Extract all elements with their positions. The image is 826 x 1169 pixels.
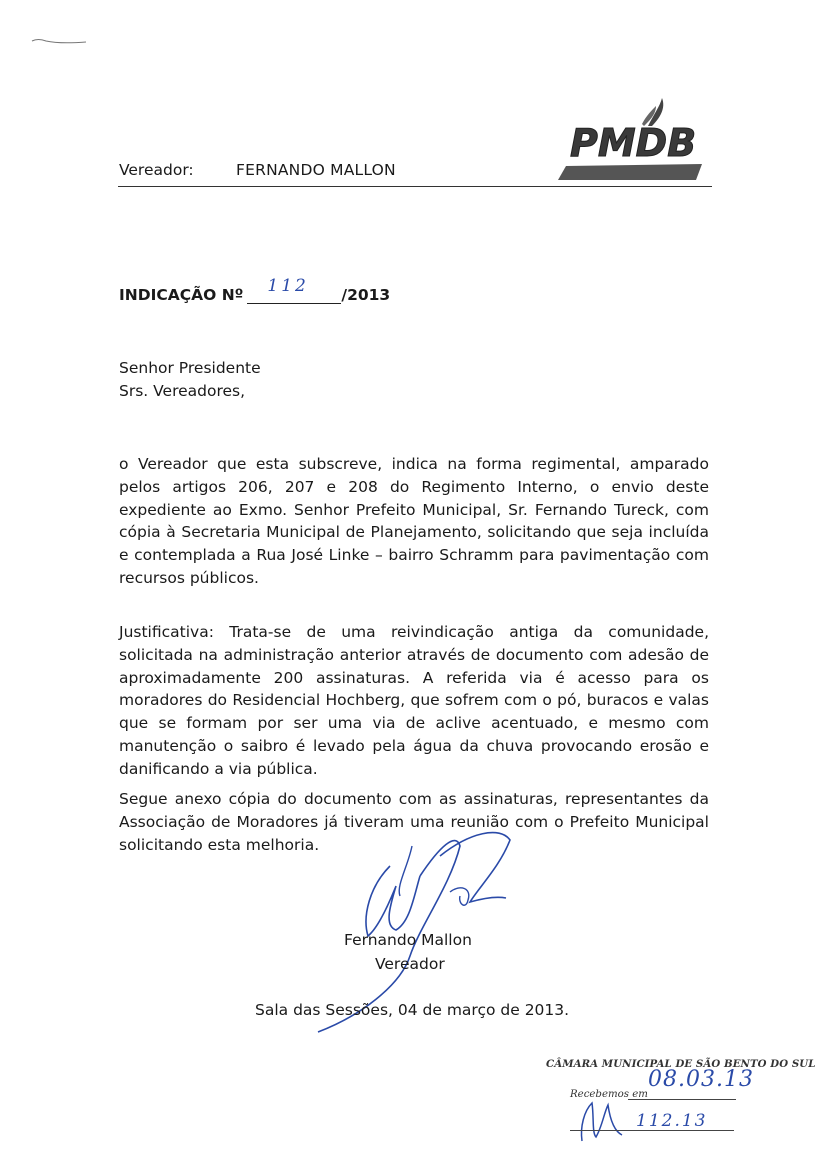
body-paragraph-1: [119, 453, 709, 590]
vereador-name: FERNANDO MALLON: [236, 161, 396, 179]
stamp-protocol-code: 112.13: [636, 1111, 708, 1131]
corner-pen-mark: [30, 32, 90, 48]
indicacao-number-blank: [247, 276, 341, 304]
stamp-initials-mark: [574, 1097, 628, 1145]
indicacao-prefix: INDICAÇÃO Nº: [119, 286, 244, 304]
indicacao-line: [119, 276, 391, 304]
signer-role: Vereador: [375, 955, 445, 973]
signer-name: Fernando Mallon: [344, 931, 472, 949]
indicacao-number: 112: [267, 276, 309, 296]
stamp-received-label: Recebemos em: [570, 1089, 648, 1100]
indicacao-year: /2013: [341, 286, 391, 304]
header-divider: [118, 186, 712, 187]
stamp-received-date: 08.03.13: [648, 1067, 754, 1092]
pmdb-logo: [556, 96, 706, 182]
place-date: Sala das Sessões, 04 de março de 2013.: [255, 1001, 570, 1019]
greeting-line-2: Srs. Vereadores,: [119, 382, 246, 400]
paragraph-text: Segue anexo cópia do documento com as assinaturas, representantes da Associação de Moradores já tiveram uma reunião com o Prefeito Municipal solicitando esta melhoria.: [119, 790, 709, 854]
stamp-date-line: [628, 1099, 736, 1100]
logo-text: PMDB: [570, 121, 697, 165]
stamp-code-line: [570, 1130, 734, 1131]
stamp-title: CÂMARA MUNICIPAL DE SÃO BENTO DO SUL: [546, 1058, 816, 1070]
justificativa-text: Justificativa: Trata-se de uma reivindicação antiga da comunidade, solicitada na administração anterior através de documento com adesão de aproximadamente 200 assinaturas. A referida via é acesso para os moradores do Residencial Hochberg, que sofrem com o pó, buracos e valas que se formam por ser uma via de aclive acentuado, e mesmo com manutenção o saibro é levado pela água da chuva provocando erosão e danificando a via pública.: [119, 623, 709, 778]
greeting-line-1: Senhor Presidente: [119, 359, 261, 377]
vereador-label: Vereador:: [119, 161, 194, 179]
justificativa-paragraph: [119, 621, 709, 781]
paragraph-text: o Vereador que esta subscreve, indica na forma regimental, amparado pelos artigos 206, 207 e 208 do Regimento Interno, o envio deste expediente ao Exmo. Senhor Prefeito Municipal, Sr. Fernando Tureck, com cópia à Secretaria Municipal de Planejamento, solicitando que seja incluída e contemplada a Rua José Linke – bairro Schramm para pavimentação com recursos públicos.: [119, 455, 709, 587]
